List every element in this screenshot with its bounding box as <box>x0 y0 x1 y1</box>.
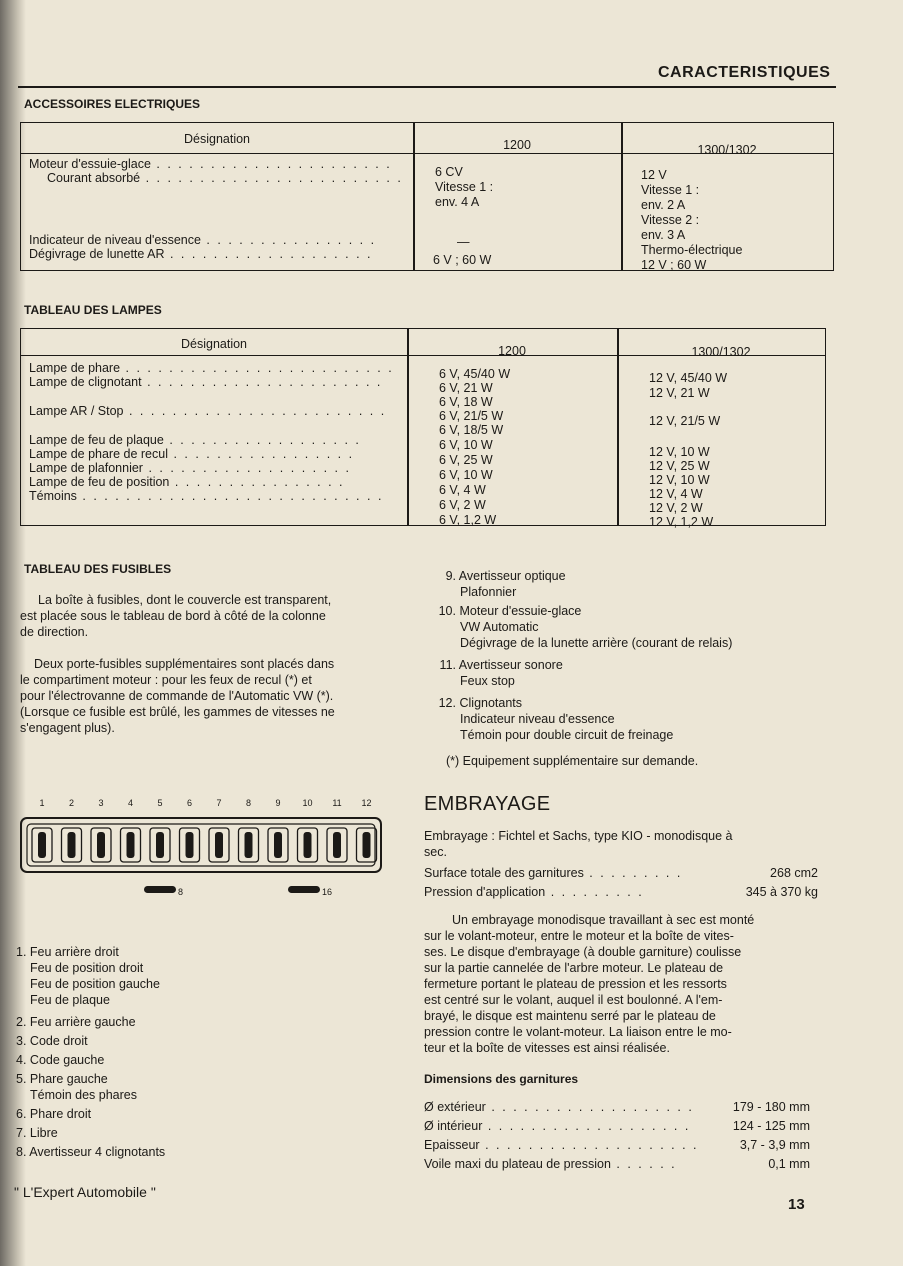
fuse-element <box>38 832 46 858</box>
text-line: Embrayage : Fichtel et Sachs, type KIO - monodisque à <box>424 829 733 843</box>
lamp-1200: 6 V, 18/5 W <box>439 423 504 437</box>
header-designation: Désignation <box>183 132 250 146</box>
header-1200: 1200 <box>498 344 526 358</box>
fuse-element <box>127 832 135 858</box>
text-line: sur la partie cannelée de l'arbre moteur. Le plateau de <box>424 961 724 975</box>
value-1300: Vitesse 2 : <box>641 213 700 227</box>
page-title: CARACTERISTIQUES <box>658 64 831 81</box>
footnote: (*) Equipement supplémentaire sur demande. <box>446 754 699 768</box>
designation-cell: Dégivrage de lunette AR . . . . . . . . . . . . . . . . . . . <box>29 247 373 261</box>
col-divider <box>407 329 409 525</box>
spare-fuse-8 <box>144 886 183 897</box>
header-1300: 1300/1302 <box>697 143 757 157</box>
fuse-element <box>156 832 164 858</box>
value-1300: 12 V <box>641 168 667 182</box>
list-item: 2. Feu arrière gauche <box>16 1015 136 1029</box>
lamp-name: Lampe de feu de position . . . . . . . . . . . . . . . . <box>29 475 345 489</box>
fuse-slot <box>268 828 288 862</box>
list-item-line: Témoin pour double circuit de freinage <box>460 728 674 742</box>
lamp-name: Lampe de feu de plaque . . . . . . . . . . . . . . . . . . <box>29 433 361 447</box>
fuse-slot <box>121 828 141 862</box>
section-title-accessoires: ACCESSOIRES ELECTRIQUES <box>24 97 201 111</box>
spec-value: 268 cm2 <box>770 866 818 880</box>
list-item: 7. Libre <box>16 1126 58 1140</box>
spec-value: 345 à 370 kg <box>745 885 818 899</box>
section-title-lampes: TABLEAU DES LAMPES <box>24 303 162 317</box>
fuse-list-right <box>426 568 826 769</box>
fuse-number: 12 <box>361 798 372 808</box>
fusibles-paragraph-1 <box>20 592 390 640</box>
text-line: Deux porte-fusibles supplémentaires sont placés dans <box>34 657 335 671</box>
text-line: pression contre le volant-moteur. La liaison entre le mo- <box>424 1025 732 1039</box>
list-item-line: Feu de plaque <box>30 993 110 1007</box>
list-item: 8. Avertisseur 4 clignotants <box>16 1145 166 1159</box>
fuse-slot <box>62 828 82 862</box>
value-1300: Vitesse 1 : <box>641 183 700 197</box>
fuse-element <box>245 832 253 858</box>
text-line: Un embrayage monodisque travaillant à sec est monté <box>452 913 755 927</box>
text-line: sec. <box>424 845 447 859</box>
text-line: fermeture portant le plateau de pression et les ressorts <box>424 977 727 991</box>
lamp-1200: 6 V, 25 W <box>439 453 493 467</box>
spec-row: Surface totale des garnitures . . . . . . . . . 268 cm2 <box>424 864 818 883</box>
fuse-element <box>68 832 76 858</box>
fuse-number: 11 <box>332 798 342 808</box>
fuse-slot <box>298 828 318 862</box>
fuse-slot <box>150 828 170 862</box>
list-item: 10. Moteur d'essuie-glace <box>438 604 582 618</box>
list-item: 1. Feu arrière droit <box>16 945 119 959</box>
lamp-name: Lampe de clignotant . . . . . . . . . . . . . . . . . . . . . . <box>29 375 383 389</box>
text-line: est placée sous le tableau de bord à côté de la colonne <box>20 609 326 623</box>
lamp-name: Lampe de plafonnier . . . . . . . . . . . . . . . . . . . <box>29 461 351 475</box>
fuse-number: 6 <box>186 798 193 808</box>
list-item: 4. Code gauche <box>16 1053 105 1067</box>
page-number: 13 <box>788 1196 805 1213</box>
lamp-1300: 12 V, 10 W <box>649 473 710 487</box>
fuse-slot <box>91 828 111 862</box>
fuse-slot <box>239 828 259 862</box>
spare-fuse-icon <box>144 886 176 893</box>
list-item-line: VW Automatic <box>460 620 539 634</box>
value-1300: 12 V ; 60 W <box>641 258 707 272</box>
fuse-number: 4 <box>127 798 134 808</box>
lamp-1200: 6 V, 4 W <box>439 483 486 497</box>
fuse-number: 3 <box>98 798 104 808</box>
lamp-1200: 6 V, 1,2 W <box>439 513 497 527</box>
fuse-cells <box>32 828 377 862</box>
designation-cell: Courant absorbé . . . . . . . . . . . . . . . . . . . . . . . . <box>47 171 403 185</box>
value-1200: — <box>457 235 470 249</box>
list-item-line: Indicateur niveau d'essence <box>460 712 615 726</box>
lamp-name: Lampe de phare . . . . . . . . . . . . . . . . . . . . . . . . . <box>29 361 394 375</box>
list-item-line: Feu de position gauche <box>30 977 160 991</box>
value-1200: env. 4 A <box>435 195 480 209</box>
list-item-line: Dégivrage de la lunette arrière (courant de relais) <box>460 636 733 650</box>
list-item: 3. Code droit <box>16 1034 88 1048</box>
fuse-slot <box>209 828 229 862</box>
lamp-name: Lampe de phare de recul . . . . . . . . . . . . . . . . . <box>29 447 355 461</box>
fuse-number: 9 <box>275 798 281 808</box>
dim-row: Epaisseur . . . . . . . . . . . . . . . . . . . . 3,7 - 3,9 mm <box>424 1136 810 1155</box>
header-1200: 1200 <box>503 138 531 152</box>
dim-value: 3,7 - 3,9 mm <box>739 1138 810 1152</box>
section-title-fusibles: TABLEAU DES FUSIBLES <box>24 562 172 576</box>
lamp-1300: 12 V, 10 W <box>649 445 710 459</box>
designation-cell: Indicateur de niveau d'essence . . . . . . . . . . . . . . . . <box>29 233 377 247</box>
dim-value: 124 - 125 mm <box>732 1119 810 1133</box>
value-1300: env. 3 A <box>641 228 686 242</box>
embrayage-paragraph <box>424 912 824 1056</box>
lamp-1300: 12 V, 45/40 W <box>649 371 728 385</box>
list-item-line: Témoin des phares <box>30 1088 138 1102</box>
spare-fuse-label: 8 <box>178 887 184 897</box>
text-line: pour l'électrovanne de commande de l'Automatic VW (*). <box>20 689 334 703</box>
fuse-slot <box>357 828 377 862</box>
value-1300: Thermo-électrique <box>641 243 743 257</box>
dim-row: Voile maxi du plateau de pression . . . . . . 0,1 mm <box>424 1155 810 1174</box>
fuse-slot <box>180 828 200 862</box>
footer-source: " L'Expert Automobile " <box>14 1184 156 1200</box>
fuse-box-inner <box>27 824 375 866</box>
lamp-1300: 12 V, 4 W <box>649 487 703 501</box>
list-item: 12. Clignotants <box>438 696 523 710</box>
fuse-slot <box>32 828 52 862</box>
text-line: teur et la boîte de vitesses est ainsi réalisée. <box>424 1041 670 1055</box>
list-item: 9. Avertisseur optique <box>445 569 566 583</box>
list-item: 6. Phare droit <box>16 1107 92 1121</box>
dim-row: Ø intérieur . . . . . . . . . . . . . . . . . . . 124 - 125 mm <box>424 1117 810 1136</box>
fusibles-paragraph-2 <box>20 656 390 736</box>
fuse-element <box>97 832 105 858</box>
header-rule <box>18 86 836 88</box>
lamp-1300: 12 V, 25 W <box>649 459 710 473</box>
fuse-slot <box>327 828 347 862</box>
fuse-element <box>274 832 282 858</box>
text-line: est centré sur le volant, auquel il est boulonné. A l'em- <box>424 993 723 1007</box>
fuse-number: 7 <box>216 798 222 808</box>
text-line: sur le volant-moteur, entre le moteur et la boîte de vites- <box>424 929 734 943</box>
text-line: ses. Le disque d'embrayage (à double garniture) coulisse <box>424 945 742 959</box>
lamp-1200: 6 V, 18 W <box>439 395 493 409</box>
accessoires-table <box>20 122 834 271</box>
lamp-name: Lampe AR / Stop . . . . . . . . . . . . . . . . . . . . . . . . <box>29 404 387 418</box>
dim-value: 0,1 mm <box>768 1157 810 1171</box>
fuse-element <box>333 832 341 858</box>
lamp-1300: 12 V, 2 W <box>649 501 703 515</box>
list-item: 5. Phare gauche <box>16 1072 108 1086</box>
spare-fuse-label: 16 <box>322 887 333 897</box>
fuse-element <box>304 832 312 858</box>
list-item: 11. Avertisseur sonore <box>439 658 563 672</box>
text-line: s'engagent plus). <box>20 721 115 735</box>
fuse-number: 8 <box>245 798 252 808</box>
text-line: brayé, le disque est maintenu serré par le plateau de <box>424 1009 716 1023</box>
fuse-number: 1 <box>39 798 45 808</box>
fuse-number: 10 <box>302 798 313 808</box>
dim-value: 179 - 180 mm <box>732 1100 810 1114</box>
lamp-1300: 12 V, 21 W <box>649 386 710 400</box>
embrayage-intro <box>424 828 824 860</box>
text-line: (Lorsque ce fusible est brûlé, les gammes de vitesses ne <box>20 705 335 719</box>
fuse-number: 2 <box>68 798 75 808</box>
text-line: de direction. <box>20 625 89 639</box>
header-designation: Désignation <box>180 337 247 351</box>
dim-row: Ø extérieur . . . . . . . . . . . . . . . . . . . 179 - 180 mm <box>424 1098 810 1117</box>
section-title-embrayage: EMBRAYAGE <box>424 793 551 815</box>
fuse-element <box>186 832 194 858</box>
designation-cell: Moteur d'essuie-glace . . . . . . . . . . . . . . . . . . . . . . <box>29 157 392 171</box>
lamp-1200: 6 V, 21 W <box>439 381 493 395</box>
lamp-1300: 12 V, 1,2 W <box>649 515 714 529</box>
dims-title: Dimensions des garnitures <box>424 1072 579 1086</box>
list-item-line: Feux stop <box>460 674 515 688</box>
spare-fuse-icon <box>288 886 320 893</box>
value-1200: 6 CV <box>435 165 463 179</box>
list-item-line: Feu de position droit <box>30 961 144 975</box>
value-1200: Vitesse 1 : <box>435 180 494 194</box>
fuse-number-labels <box>39 798 371 808</box>
value-1300: env. 2 A <box>641 198 686 212</box>
fuse-element <box>363 832 371 858</box>
list-item-line: Plafonnier <box>460 585 517 599</box>
fuse-box-diagram <box>18 792 388 902</box>
header-1300: 1300/1302 <box>691 345 751 359</box>
lamp-1200: 6 V, 21/5 W <box>439 409 504 423</box>
lamp-1300: 12 V, 21/5 W <box>649 414 721 428</box>
lamp-1200: 6 V, 10 W <box>439 468 493 482</box>
lamp-1200: 6 V, 10 W <box>439 438 493 452</box>
fuse-list-left <box>16 944 165 1160</box>
spec-row: Pression d'application . . . . . . . . . 345 à 370 kg <box>424 883 818 902</box>
text-line: le compartiment moteur : pour les feux de recul (*) et <box>20 673 312 687</box>
text-line: La boîte à fusibles, dont le couvercle est transparent, <box>38 593 332 607</box>
lampes-table <box>20 328 826 529</box>
fuse-number: 5 <box>157 798 163 808</box>
lamp-1200: 6 V, 2 W <box>439 498 486 512</box>
lamp-1200: 6 V, 45/40 W <box>439 367 511 381</box>
value-1200: 6 V ; 60 W <box>433 253 492 267</box>
lamp-name: Témoins . . . . . . . . . . . . . . . . . . . . . . . . . . . . <box>29 489 384 503</box>
spare-fuse-16 <box>288 886 332 897</box>
fuse-element <box>215 832 223 858</box>
